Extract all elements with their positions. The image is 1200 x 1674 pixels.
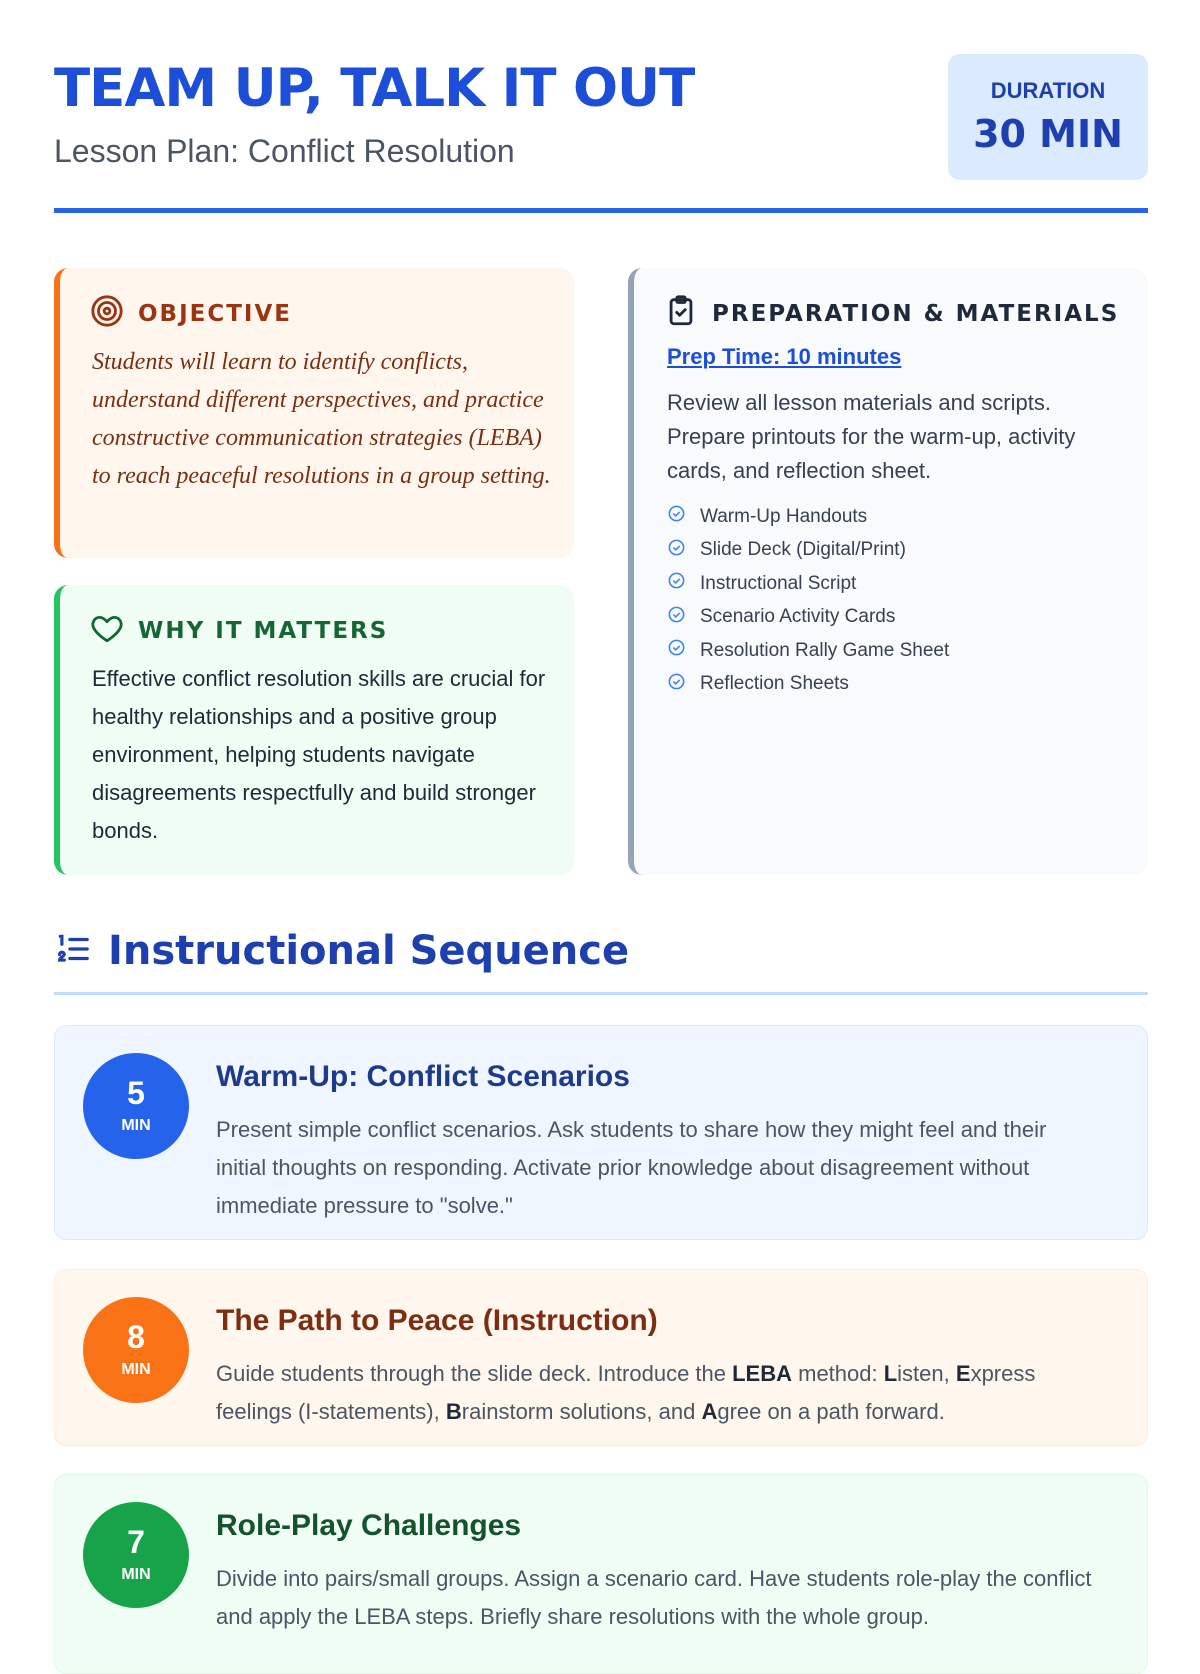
objective-text: Students will learn to identify conflicts, understand different perspectives, and practice constructive communication strategies (LEBA) to reach peaceful resolutions in a group setting. <box>92 349 551 489</box>
duration-badge <box>948 54 1148 180</box>
step-title: Role-Play Challenges <box>216 1509 522 1542</box>
step-title: The Path to Peace (Instruction) <box>216 1304 658 1337</box>
step-description: Present simple conflict scenarios. Ask students to share how they might feel and their initial thoughts on responding. Activate prior knowledge about disagreement without immediate pressure to "solve." <box>216 1117 1047 1218</box>
check-circle-icon <box>667 605 686 630</box>
step-minutes: 5 <box>127 1075 145 1111</box>
target-icon <box>90 294 124 334</box>
material-label: Scenario Activity Cards <box>700 606 896 628</box>
check-circle-icon <box>667 672 686 697</box>
list-item <box>667 567 949 601</box>
objective-title: OBJECTIVE <box>138 301 292 327</box>
clipboard-check-icon <box>664 294 698 334</box>
step-duration-badge <box>83 1297 189 1403</box>
material-label: Instructional Script <box>700 572 857 594</box>
numbered-list-icon <box>54 930 92 973</box>
list-item <box>667 534 949 568</box>
sequence-title: Instructional Sequence <box>108 928 630 974</box>
check-circle-icon <box>667 538 686 563</box>
material-label: Reflection Sheets <box>700 673 849 695</box>
step-title: Warm-Up: Conflict Scenarios <box>216 1060 630 1093</box>
step-description: Divide into pairs/small groups. Assign a scenario card. Have students role-play the conflict and apply the LEBA steps. Briefly share resolutions with the whole group. <box>216 1566 1092 1629</box>
material-label: Resolution Rally Game Sheet <box>700 639 950 661</box>
why-title: WHY IT MATTERS <box>138 618 389 644</box>
sequence-step <box>54 1025 1148 1240</box>
material-label: Slide Deck (Digital/Print) <box>700 539 906 561</box>
step-unit: MIN <box>121 1566 151 1583</box>
list-item <box>667 500 949 534</box>
step-minutes: 7 <box>127 1524 145 1560</box>
page-subtitle: Lesson Plan: Conflict Resolution <box>54 133 515 169</box>
step-description: Guide students through the slide deck. Introduce the LEBA method: Listen, Express feelings (I-statements), Brainstorm solutions, and Agree on a path forward. <box>216 1361 1036 1424</box>
sequence-step <box>54 1269 1148 1446</box>
sequence-heading <box>54 928 629 974</box>
why-it-matters-card <box>54 585 574 875</box>
preparation-card <box>628 268 1148 875</box>
lesson-header <box>54 52 1148 212</box>
step-duration-badge <box>83 1053 189 1159</box>
step-duration-badge <box>83 1502 189 1608</box>
step-minutes: 8 <box>127 1319 145 1355</box>
duration-label: DURATION <box>990 78 1106 103</box>
page-title: TEAM UP, TALK IT OUT <box>54 58 695 119</box>
prep-title: PREPARATION & MATERIALS <box>712 301 1120 327</box>
check-circle-icon <box>667 504 686 529</box>
list-item <box>667 668 949 702</box>
objective-heading <box>90 294 292 334</box>
objective-card <box>54 268 574 558</box>
prep-heading <box>664 294 1119 334</box>
list-item <box>667 601 949 635</box>
step-unit: MIN <box>121 1361 151 1378</box>
prep-description: Review all lesson materials and scripts. Prepare printouts for the warm-up, activity cards, and reflection sheet. <box>667 390 1076 483</box>
prep-time-link[interactable]: Prep Time: 10 minutes <box>667 344 902 369</box>
sequence-step <box>54 1474 1148 1674</box>
heart-icon <box>90 611 124 651</box>
step-unit: MIN <box>121 1117 151 1134</box>
check-circle-icon <box>667 571 686 596</box>
header-divider <box>54 208 1148 213</box>
why-text: Effective conflict resolution skills are crucial for healthy relationships and a positive group environment, helping students navigate disagreements respectfully and build stronger bonds. <box>92 666 546 843</box>
why-heading <box>90 611 388 651</box>
check-circle-icon <box>667 638 686 663</box>
materials-list <box>667 500 949 701</box>
sequence-divider <box>54 992 1148 995</box>
duration-value: 30 MIN <box>973 112 1123 156</box>
list-item <box>667 634 949 668</box>
material-label: Warm-Up Handouts <box>700 505 868 527</box>
